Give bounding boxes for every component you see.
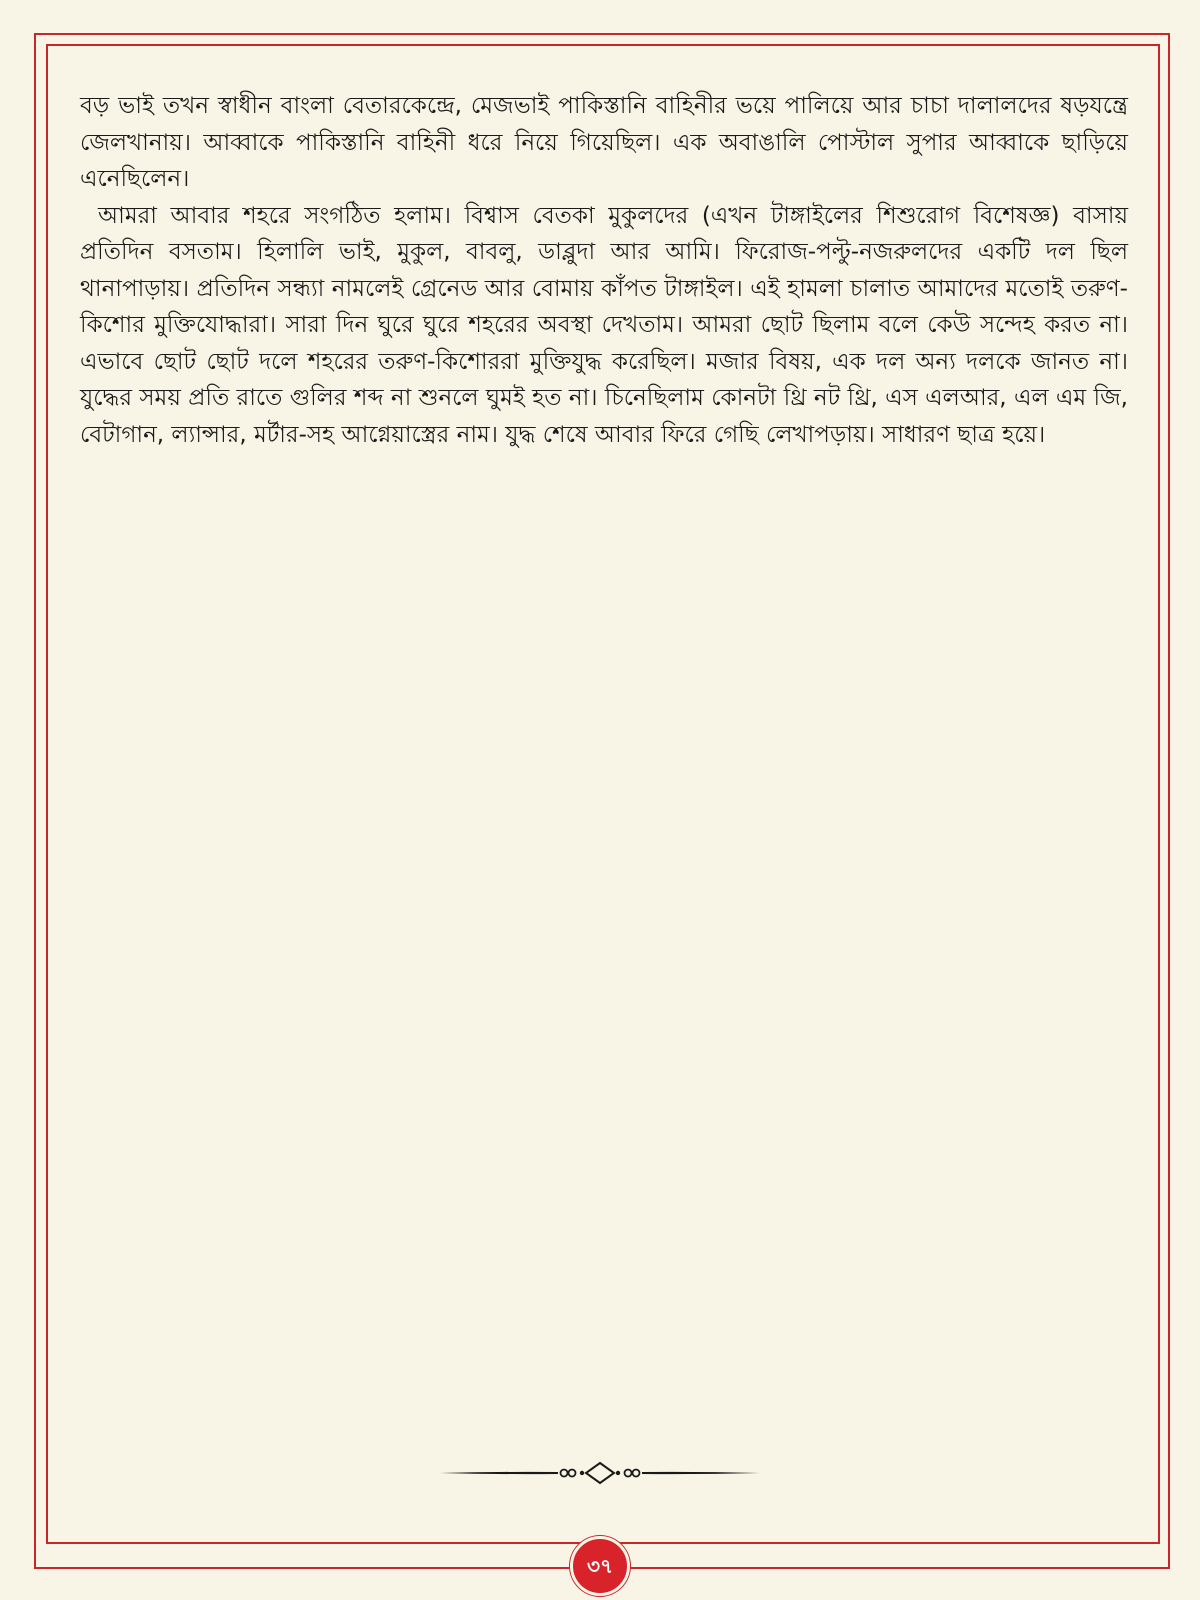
page-number-badge: ৩৭ [570, 1536, 630, 1596]
article-body [80, 88, 1128, 453]
paragraph-1: বড় ভাই তখন স্বাধীন বাংলা বেতারকেন্দ্রে, মেজভাই পাকিস্তানি বাহিনীর ভয়ে পালিয়ে আর চাচা দালালদের ষড়যন্ত্রে জেলখানায়। আব্বাকে পাকিস্তানি বাহিনী ধরে নিয়ে গিয়েছিল। এক অবাঙালি পোস্টাল সুপার আব্বাকে ছাড়িয়ে এনেছিলেন। [80, 93, 1128, 192]
divider-ornament-icon [440, 1460, 760, 1486]
paragraph-2: আমরা আবার শহরে সংগঠিত হলাম। বিশ্বাস বেতকা মুকুলদের (এখন টাঙ্গাইলের শিশুরোগ বিশেষজ্ঞ) বাসায় প্রতিদিন বসতাম। হিলালি ভাই, মুকুল, বাবলু, ডাব্লুদা আর আমি। ফিরোজ-পল্টু-নজরুলদের একটি দল ছিল থানাপাড়ায়। প্রতিদিন সন্ধ্যা নামলেই গ্রেনেড আর বোমায় কাঁপত টাঙ্গাইল। এই হামলা চালাত আমাদের মতোই তরুণ-কিশোর মুক্তিযোদ্ধারা। সারা দিন ঘুরে ঘুরে শহরের অবস্থা দেখতাম। আমরা ছোট ছিলাম বলে কেউ সন্দেহ করত না। এভাবে ছোট ছোট দলে শহরের তরুণ-কিশোররা মুক্তিযুদ্ধ করেছিল। মজার বিষয়, এক দল অন্য দলকে জানত না। যুদ্ধের সময় প্রতি রাতে গুলির শব্দ না শুনলে ঘুমই হত না। চিনেছিলাম কোনটা থ্রি নট থ্রি, এস এলআর, এল এম জি, বেটাগান, ল্যান্সার, মর্টার-সহ আগ্নেয়াস্ত্রের নাম। যুদ্ধ শেষে আবার ফিরে গেছি লেখাপড়ায়। সাধারণ ছাত্র হয়ে। [80, 202, 1128, 448]
